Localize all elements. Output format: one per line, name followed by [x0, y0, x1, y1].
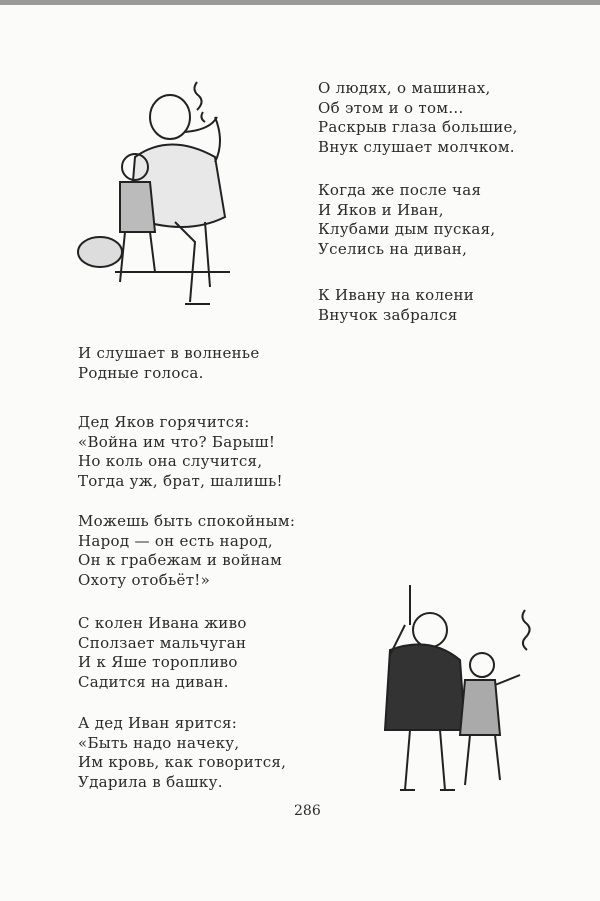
verse-line: Дед Яков горячится:: [78, 413, 250, 431]
verse-line: Когда же после чая: [318, 181, 482, 199]
verse-line: Садится на диван.: [78, 672, 229, 691]
verse-line: К Ивану на колени: [318, 286, 475, 304]
verse-line: И к Яше торопливо: [78, 653, 238, 672]
verse-line: И слушает в волненье: [78, 344, 260, 362]
verse-line: «Быть надо начеку,: [78, 733, 240, 752]
verse-line: Раскрыв глаза большие,: [318, 118, 518, 137]
verse-line: Сползает мальчуган: [78, 633, 247, 652]
verse-line: Народ — он есть народ,: [78, 531, 273, 550]
illustration-grandfather-with-grandson: [75, 72, 275, 322]
verse-line: Ударила в башку.: [78, 772, 223, 791]
verse-line: Он к грабежам и войнам: [78, 551, 283, 570]
stanza: [78, 413, 283, 491]
verse-line: Внук слушает молчком.: [318, 137, 515, 156]
verse-line: Внучок забрался: [318, 305, 458, 324]
verse-line: Можешь быть спокойным:: [78, 512, 296, 530]
stanza: [78, 512, 295, 590]
verse-line: И Яков и Иван,: [318, 200, 444, 219]
verse-line: О людях, о машинах,: [318, 79, 491, 97]
verse-line: «Война им что? Барыш!: [78, 432, 276, 451]
stanza: [318, 181, 495, 259]
stanza: [78, 614, 247, 692]
verse-line: Охоту отобьёт!»: [78, 570, 211, 589]
illustration-grandfather-pointing: [370, 575, 550, 800]
verse-line: Уселись на диван,: [318, 239, 468, 258]
stanza: [318, 286, 474, 325]
page-top-edge: [0, 0, 600, 5]
verse-line: А дед Иван ярится:: [78, 714, 238, 732]
page-number: 286: [294, 803, 321, 819]
verse-line: Об этом и о том...: [318, 98, 464, 117]
verse-line: Им кровь, как говорится,: [78, 753, 287, 772]
verse-line: Тогда уж, брат, шалишь!: [78, 471, 283, 490]
verse-line: Клубами дым пуская,: [318, 220, 496, 239]
verse-line: С колен Ивана живо: [78, 614, 247, 632]
verse-line: Родные голоса.: [78, 363, 204, 382]
stanza: [78, 344, 260, 383]
verse-line: Но коль она случится,: [78, 452, 263, 471]
stanza: [318, 79, 518, 157]
stanza: [78, 714, 286, 792]
